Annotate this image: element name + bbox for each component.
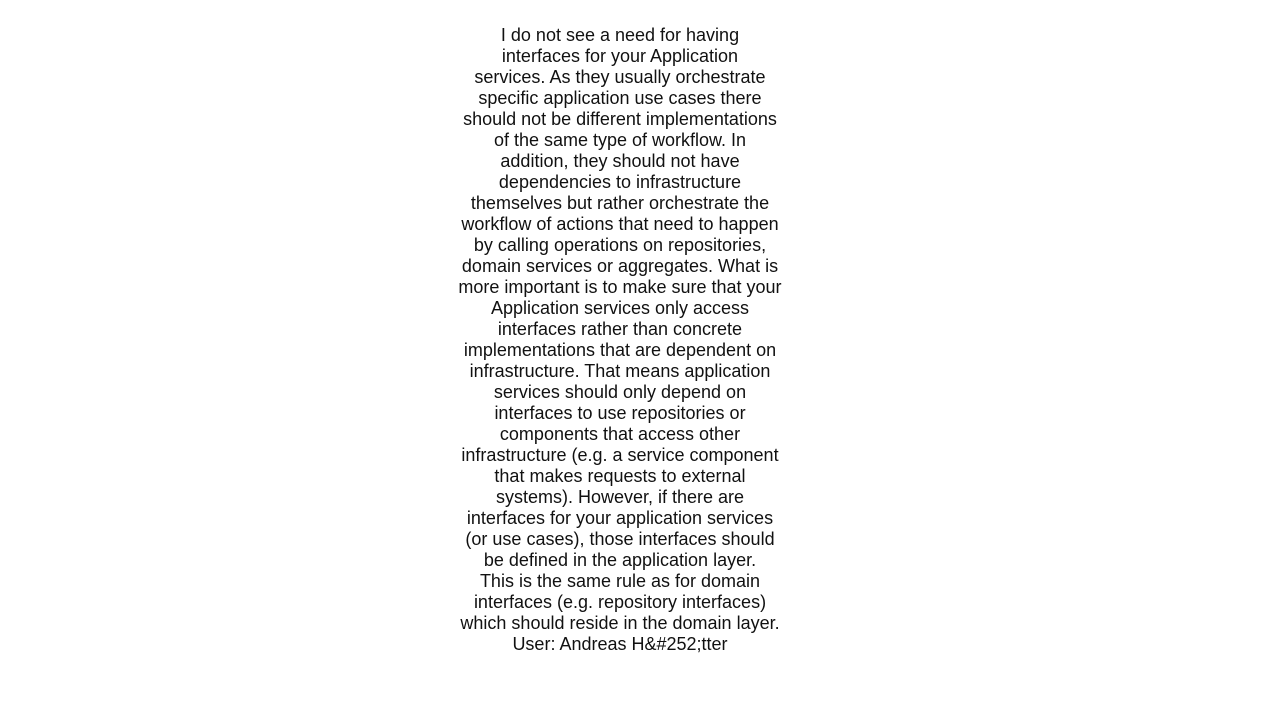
- text-line: Application services only access: [490, 298, 750, 318]
- text-line: domain services or aggregates. What is: [461, 256, 779, 276]
- text-line: services should only depend on: [493, 382, 747, 402]
- text-line: of the same type of workflow. In: [493, 130, 747, 150]
- text-line: workflow of actions that need to happen: [461, 214, 779, 234]
- text-line: addition, they should not have: [500, 151, 740, 171]
- text-line: interfaces to use repositories or: [494, 403, 746, 423]
- text-line: I do not see a need for having: [500, 25, 740, 45]
- text-line: implementations that are dependent on: [463, 340, 777, 360]
- text-line: should not be different implementations: [463, 109, 777, 129]
- text-line: specific application use cases there: [478, 88, 762, 108]
- text-line: by calling operations on repositories,: [473, 235, 767, 255]
- text-line: services. As they usually orchestrate: [474, 67, 766, 87]
- text-line: interfaces rather than concrete: [497, 319, 743, 339]
- text-line: interfaces for your application services: [466, 508, 774, 528]
- text-line: interfaces for your Application: [501, 46, 739, 66]
- text-line: (or use cases), those interfaces should: [465, 529, 775, 549]
- text-line: components that access other: [499, 424, 741, 444]
- text-line: which should reside in the domain layer.: [460, 613, 780, 633]
- user-credit: User: Andreas H&#252;tter: [512, 634, 728, 654]
- text-line: themselves but rather orchestrate the: [470, 193, 770, 213]
- answer-text: [452, 25, 788, 655]
- text-line: systems). However, if there are: [495, 487, 745, 507]
- text-line: This is the same rule as for domain: [479, 571, 761, 591]
- text-line: interfaces (e.g. repository interfaces): [473, 592, 767, 612]
- text-line: infrastructure (e.g. a service component: [461, 445, 779, 465]
- text-line: more important is to make sure that your: [458, 277, 782, 297]
- text-line: infrastructure. That means application: [469, 361, 771, 381]
- text-line: dependencies to infrastructure: [498, 172, 742, 192]
- text-line: that makes requests to external: [494, 466, 746, 486]
- text-line: be defined in the application layer.: [483, 550, 757, 570]
